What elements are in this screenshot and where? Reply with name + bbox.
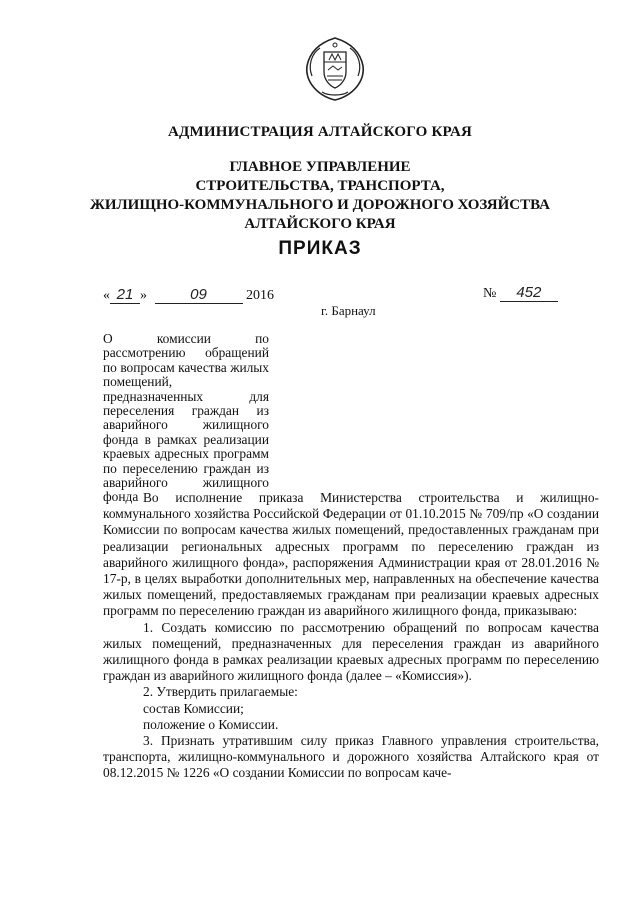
city-name: г. Барнаул — [321, 303, 376, 318]
date-year: 2016 — [246, 288, 274, 303]
department-line: ЖИЛИЩНО-КОММУНАЛЬНОГО И ДОРОЖНОГО ХОЗЯЙСТВА — [90, 197, 550, 213]
body-paragraph: положение о Комиссии. — [143, 716, 279, 732]
order-body — [103, 490, 599, 782]
organization-name: АДМИНИСТРАЦИЯ АЛТАЙСКОГО КРАЯ — [167, 124, 473, 140]
date-month: 09 — [155, 286, 243, 304]
body-paragraph: 2. Утвердить прилагаемые: — [143, 684, 298, 700]
body-paragraph: 1. Создать комиссию по рассмотрению обращений по вопросам качества жилых помещений, предназначенных для переселения граждан из аварийного жилищного фонда в рамках реализации краевых адресных программ по переселению граждан из аварийного жилищного фонда (далее – «Комиссия»). — [103, 619, 599, 684]
department-name — [0, 158, 640, 234]
order-subject: О комиссии по рассмотрению обращений по вопросам качества жилых помещений, предназначенных для переселения граждан из аварийного жилищного фонда в рамках реализации краевых адресных программ по переселению граждан из аварийного жилищного фонда — [103, 331, 269, 505]
number-label: № — [483, 286, 497, 301]
date-open-quote: « — [103, 288, 110, 303]
order-number — [483, 284, 558, 302]
document-type-title: ПРИКАЗ — [278, 238, 362, 259]
date-close-quote: » — [140, 288, 147, 303]
body-paragraph: состав Комиссии; — [143, 700, 244, 716]
body-paragraph: Во исполнение приказа Министерства строительства и жилищно-коммунального хозяйства Российской Федерации от 01.10.2015 № 709/пр «О создании Комиссии по вопросам качества жилых помещений, предоставленных гражданам при реализации региональных адресных программ по переселению граждан из аварийного жилищного фонда», распоряжения Администрации края от 28.01.2016 № 17-р, в целях выработки дополнительных мер, направленных на обеспечение качества жилых помещений, предоставляемых гражданам при реализации краевых адресных программ по переселению граждан из аварийного жилищного фонда, приказываю: — [103, 490, 599, 619]
date-day: 21 — [110, 286, 140, 304]
department-line: СТРОИТЕЛЬСТВА, ТРАНСПОРТА, — [195, 178, 445, 194]
department-line: ГЛАВНОЕ УПРАВЛЕНИЕ — [229, 159, 411, 175]
order-date — [103, 286, 274, 304]
department-line: АЛТАЙСКОГО КРАЯ — [244, 216, 396, 232]
altai-coat-of-arms-emblem — [300, 36, 370, 102]
body-paragraph: 3. Признать утратившим силу приказ Главного управления строительства, транспорта, жилищно-коммунального и дорожного хозяйства Алтайского края от 08.12.2015 № 1226 «О создании Комиссии по вопросам каче- — [103, 733, 599, 781]
number-value: 452 — [500, 284, 558, 302]
